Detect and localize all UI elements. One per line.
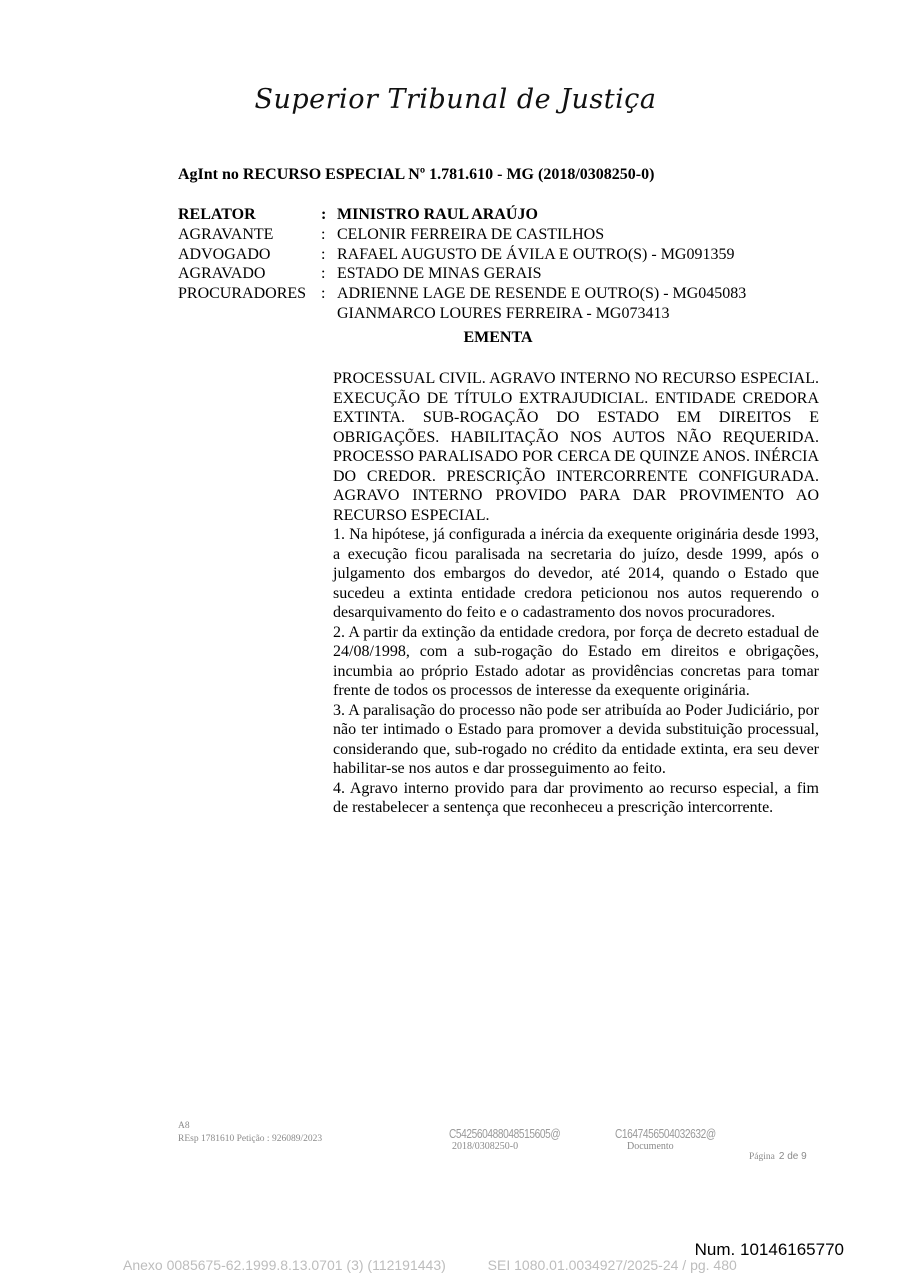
annex-stamp	[123, 1257, 737, 1273]
annex-reference: Anexo 0085675-62.1999.8.13.0701 (3) (112191443)	[123, 1257, 446, 1273]
ementa-body	[333, 369, 819, 818]
party-name: MINISTRO RAUL ARAÚJO	[337, 206, 538, 223]
party-row	[178, 284, 746, 304]
footer-petition: REsp 1781610 Petição : 926089/2023	[178, 1134, 323, 1144]
page-label: Página	[749, 1152, 775, 1162]
party-role: ADVOGADO	[178, 245, 271, 263]
party-row	[178, 245, 746, 265]
page-number: 2 de 9	[778, 1151, 807, 1162]
party-separator: :	[321, 285, 326, 303]
party-name: ADRIENNE LAGE DE RESENDE E OUTRO(S) - MG045083	[337, 285, 747, 303]
party-name: GIANMARCO LOURES FERREIRA - MG073413	[337, 304, 670, 322]
party-role: PROCURADORES	[178, 285, 307, 303]
barcode-caption: 2018/0308250-0	[452, 1141, 519, 1152]
ementa-heading: EMENTA	[463, 329, 533, 346]
sei-reference: SEI 1080.01.0034927/2025-24 / pg. 480	[487, 1257, 737, 1273]
party-role: AGRAVANTE	[178, 225, 274, 243]
party-role	[178, 304, 321, 324]
barcode-glyphs: C542560488048515605@	[449, 1126, 561, 1141]
party-row	[178, 205, 746, 225]
barcode-process	[449, 1126, 592, 1152]
barcode-document	[615, 1126, 744, 1152]
case-title: AgInt no RECURSO ESPECIAL Nº 1.781.610 - MG (2018/0308250-0)	[178, 166, 655, 183]
party-separator: :	[321, 206, 327, 223]
party-separator	[321, 304, 337, 324]
barcode-glyphs: C1647456504032632@	[615, 1126, 716, 1141]
party-row	[178, 264, 746, 284]
barcode-caption: Documento	[627, 1141, 674, 1152]
footer-code: A8	[178, 1121, 190, 1131]
ementa-item: 2. A partir da extinção da entidade credora, por força de decreto estadual de 24/08/1998, com a sub-rogação do Estado em direitos e obrigações, incumbia ao próprio Estado adotar as providências concretas para tomar frente de todos os processos de interesse da exequente originária.	[333, 623, 819, 699]
parties-list	[178, 205, 746, 324]
party-role: RELATOR	[178, 206, 256, 223]
party-name: CELONIR FERREIRA DE CASTILHOS	[337, 225, 605, 243]
court-logo: Superior Tribunal de Justiça	[254, 84, 657, 115]
ementa-summary: PROCESSUAL CIVIL. AGRAVO INTERNO NO RECURSO ESPECIAL. EXECUÇÃO DE TÍTULO EXTRAJUDICIAL. ENTIDADE CREDORA EXTINTA. SUB-ROGAÇÃO DO ESTADO EM DIREITOS E OBRIGAÇÕES. HABILITAÇÃO NOS AUTOS NÃO REQUERIDA. PROCESSO PARALISADO POR CERCA DE QUINZE ANOS. INÉRCIA DO CREDOR. PRESCRIÇÃO INTERCORRENTE CONFIGURADA. AGRAVO INTERNO PROVIDO PARA DAR PROVIMENTO AO RECURSO ESPECIAL.	[333, 370, 819, 524]
party-row	[178, 225, 746, 245]
footer-meta	[178, 1120, 322, 1146]
party-row	[178, 304, 746, 324]
ementa-item: 1. Na hipótese, já configurada a inércia da exequente originária desde 1993, a execução ficou paralisada na secretaria do juízo, desde 1999, após o julgamento dos embargos do devedor, até 2014, quando o Estado que sucedeu a extinta entidade credora peticionou nos autos requerendo o desarquivamento do feito e o cadastramento dos novos procuradores.	[333, 526, 819, 621]
page-indicator	[749, 1146, 807, 1164]
party-role: AGRAVADO	[178, 265, 266, 283]
ementa-item: 4. Agravo interno provido para dar provimento ao recurso especial, a fim de restabelecer a sentença que reconheceu a prescrição intercorrente.	[333, 779, 819, 816]
party-name: RAFAEL AUGUSTO DE ÁVILA E OUTRO(S) - MG091359	[337, 245, 735, 263]
party-separator: :	[321, 225, 326, 243]
party-name: ESTADO DE MINAS GERAIS	[337, 265, 542, 283]
party-separator: :	[321, 265, 326, 283]
party-separator: :	[321, 245, 326, 263]
ementa-item: 3. A paralisação do processo não pode ser atribuída ao Poder Judiciário, por não ter intimado o Estado para promover a devida substituição processual, considerando que, sub-rogado no crédito da entidade extinta, era seu dever habilitar-se nos autos e dar prosseguimento ao feito.	[333, 701, 819, 777]
document-number: Num. 10146165770	[694, 1240, 844, 1259]
